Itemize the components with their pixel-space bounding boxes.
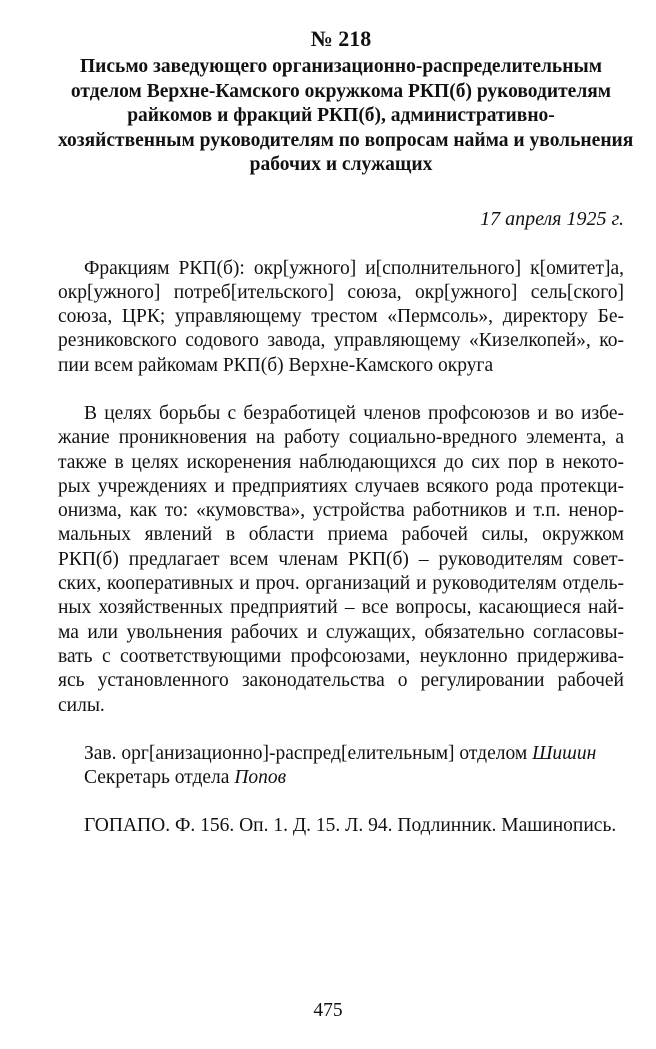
document-number: № 218	[310, 26, 372, 51]
signature-position: Секретарь отдела	[84, 767, 230, 789]
body-line: ма или увольнения рабочих и служащих, обязательно согласовы-	[58, 621, 624, 643]
body-paragraph	[58, 402, 624, 718]
body-line: рых учреждениях и предприятиях случаев всякого рода протекци-	[58, 475, 624, 497]
page-number: 475	[313, 1000, 343, 1021]
body-line: РКП(б) предлагает всем членам РКП(б) – руководителям совет-	[58, 548, 624, 570]
body-line: жание проникновения на работу социально-вредного элемента, а	[58, 427, 624, 449]
body-line: мальных явлений в области приема рабочей силы, окружком	[58, 524, 624, 546]
addressees-paragraph	[58, 257, 624, 378]
body-line: ских, кооперативных и проч. организаций и руководителям отдель-	[58, 573, 624, 595]
body-line: онизма, как то: «кумовства», устройства работников и т.п. ненор-	[58, 500, 624, 522]
addressees-line: окр[ужного] потреб[ительского] союза, окр[ужного] сель[ского]	[58, 281, 624, 303]
addressees-line: резниковского содового завода, управляющему «Кизелкопей», ко-	[58, 330, 624, 352]
signatures-block	[58, 742, 624, 791]
body-line: ясь установленного законодательства о регулировании рабочей	[58, 670, 624, 692]
title-line: райкомов и фракций РКП(б), административно-	[127, 105, 555, 126]
addressees-line: союза, ЦРК; управляющему трестом «Пермсоль», директору Бе-	[58, 306, 624, 328]
body-line: ных хозяйственных предприятий – все вопросы, касающиеся най-	[58, 597, 624, 619]
signature-name: Попов	[234, 767, 287, 789]
body-line: вать с соответствующими профсоюзами, неуклонно придержива-	[58, 645, 624, 667]
signature-name: Шишин	[532, 742, 597, 764]
document-date: 17 апреля 1925 г.	[480, 207, 624, 230]
signature-position: Зав. орг[анизационно]-распред[елительным] отделом	[84, 742, 528, 764]
addressees-line: пии всем райкомам РКП(б) Верхне-Камского округа	[58, 354, 494, 376]
body-line: также в целях искоренения наблюдающихся до сих пор в некото-	[58, 451, 624, 473]
title-line: хозяйственным руководителям по вопросам найма и увольнения	[58, 129, 634, 151]
signature-head-of-department	[58, 742, 624, 766]
document-page	[58, 26, 634, 839]
archive-source-reference: ГОПАПО. Ф. 156. Оп. 1. Д. 15. Л. 94. Подлинник. Машинопись.	[84, 815, 617, 837]
body-line: силы.	[58, 694, 105, 716]
body-line: В целях борьбы с безработицей членов профсоюзов и во избе-	[84, 402, 624, 424]
title-line: Письмо заведующего организационно-распределительным	[79, 56, 602, 77]
title-line: отделом Верхне-Камского окружкома РКП(б) руководителям	[70, 80, 612, 102]
document-title	[58, 55, 634, 178]
signature-secretary	[58, 766, 624, 790]
title-line: рабочих и служащих	[249, 154, 433, 175]
addressees-line: Фракциям РКП(б): окр[ужного] и[сполнительного] к[омитет]а,	[84, 257, 624, 279]
